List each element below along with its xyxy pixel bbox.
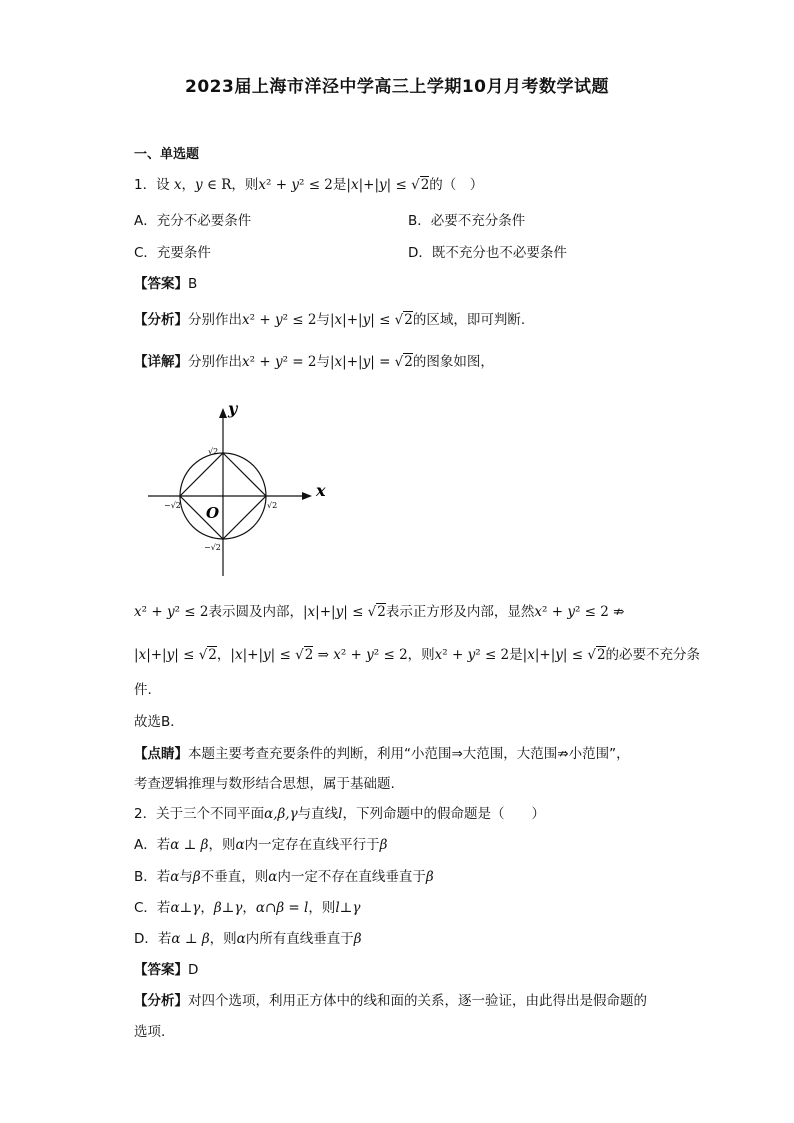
y-axis-label: y	[228, 399, 238, 418]
q1-figure	[142, 396, 342, 586]
tick-label-bottom: −√2	[204, 543, 221, 552]
q2-option-d[interactable]: D．若α ⊥ β，则α内所有直线垂直于β	[134, 931, 362, 947]
q1-detail: 【详解】分别作出x² + y² = 2与|x|+|y| = √2的图象如图，	[134, 354, 494, 370]
q2-analysis-line2: 选项.	[134, 1024, 166, 1040]
q1-stem: 1．设 x，y ∈ R，则x² + y² ≤ 2是|x|+|y| ≤ √2的（ ）	[134, 177, 484, 193]
q2-option-a[interactable]: A．若α ⊥ β，则α内一定存在直线平行于β	[134, 837, 388, 853]
q1-comment: 【点睛】本题主要考查充要条件的判断，利用“小范围⇒大范围，大范围⇏小范围”，	[134, 746, 630, 762]
page-title: 2023届上海市洋泾中学高三上学期10月月考数学试题	[185, 77, 609, 97]
q1-analysis: 【分析】分别作出x² + y² ≤ 2与|x|+|y| ≤ √2的区域，即可判断.	[134, 312, 526, 328]
section-heading: 一、单选题	[134, 147, 200, 162]
q1-explanation-line2: |x|+|y| ≤ √2，|x|+|y| ≤ √2 ⇒ x² + y² ≤ 2，则x² + y² ≤ 2是|x|+|y| ≤ √2的必要不充分条	[134, 647, 701, 663]
tick-label-right: √2	[267, 501, 278, 510]
origin-label: O	[206, 504, 220, 522]
q1-explanation-line1: x² + y² ≤ 2表示圆及内部，|x|+|y| ≤ √2表示正方形及内部，显然x² + y² ≤ 2 ⇏	[134, 604, 625, 620]
y-axis-arrow	[219, 408, 227, 418]
q2-stem: 2．关于三个不同平面α,β,γ与直线l，下列命题中的假命题是（ ）	[134, 806, 545, 822]
q2-option-c[interactable]: C．若α⊥γ，β⊥γ，α∩β = l，则l⊥γ	[134, 900, 361, 916]
q2-answer: 【答案】D	[134, 962, 199, 978]
q1-comment-line2: 考查逻辑推理与数形结合思想，属于基础题.	[134, 776, 395, 792]
q1-option-c[interactable]: C．充要条件	[134, 245, 211, 261]
x-axis-arrow	[302, 492, 312, 500]
q1-answer: 【答案】B	[134, 276, 198, 292]
q2-analysis: 【分析】对四个选项，利用正方体中的线和面的关系，逐一验证，由此得出是假命题的	[134, 993, 647, 1009]
q1-explanation-line3: 件.	[134, 682, 152, 698]
x-axis-label: x	[316, 481, 326, 500]
tick-label-top: √2	[208, 447, 219, 456]
q1-option-b[interactable]: B．必要不充分条件	[408, 213, 526, 229]
q1-option-d[interactable]: D．既不充分也不必要条件	[408, 245, 567, 261]
q2-option-b[interactable]: B．若α与β不垂直，则α内一定不存在直线垂直于β	[134, 869, 434, 885]
q1-option-a[interactable]: A．充分不必要条件	[134, 213, 252, 229]
q1-choose: 故选B．	[134, 714, 184, 730]
tick-label-left: −√2	[164, 501, 181, 510]
